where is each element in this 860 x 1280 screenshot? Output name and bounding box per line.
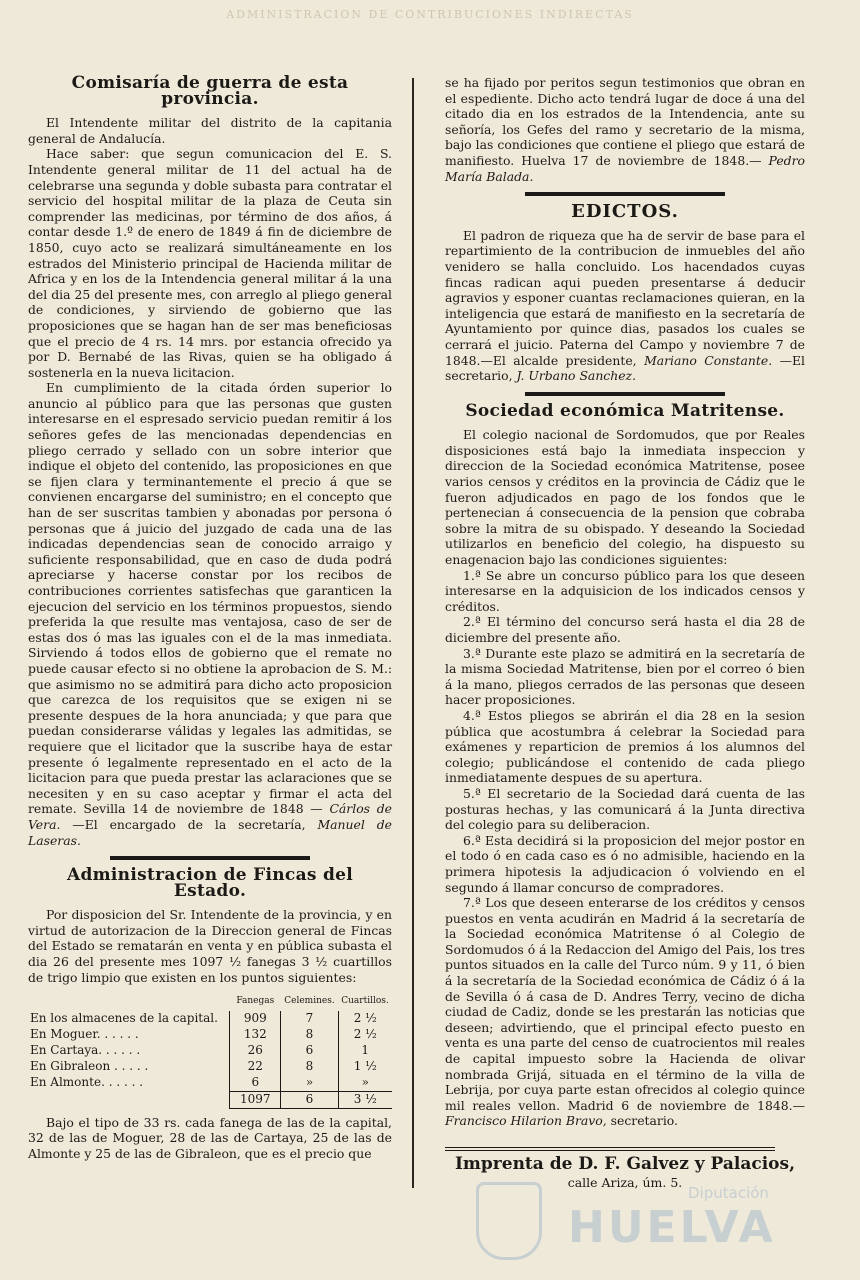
section-title-edictos: EDICTOS. [571, 201, 679, 223]
signature-role: —El encargado de la secretaría, [72, 816, 306, 832]
separator [110, 856, 310, 860]
table-cell: En los almacenes de la capital. [30, 1011, 218, 1026]
signature: J. Urbano Sanchez. [516, 368, 637, 384]
table-cell: » [338, 1075, 392, 1092]
table-cell: 6 [230, 1075, 281, 1092]
condition-item: 6.ª Esta decidirá si la proposicion del mejor postor en el todo ó en cada caso es ó no admisible, haciendo en la primera hipotesis la adjudicacion ó volviendo en el segundo á llamar concurso de compradores. [445, 832, 805, 895]
paragraph: Bajo el tipo de 33 rs. cada fanega de las de la capital, 32 de las de Moguer, 28 de las de Cartaya, 25 de las de Almonte y 25 de las de Gibraleon, que es el precio que [28, 1114, 392, 1162]
watermark-text: HUELVA [568, 1202, 776, 1253]
left-column [28, 70, 392, 1162]
section-title-sociedad: Sociedad económica Matritense. [465, 400, 785, 421]
imprint-rule [445, 1147, 775, 1151]
table-header: Fanegas [236, 996, 275, 1007]
section-title-fincas: Administracion de Fincas del Estado. [66, 865, 354, 901]
table-cell: 1097 [230, 1091, 281, 1108]
wheat-table [28, 993, 392, 1109]
table-cell: En Moguer. . . . . . [30, 1027, 139, 1042]
signature-role: secretario. [610, 1113, 678, 1129]
condition-item: 4.ª Estos pliegos se abrirán el dia 28 en la sesion pública que acostumbra á celebrar la Sociedad para exámenes y reparticion de premios á los alumnos del colegio; publicándose el contenido de cada pliego inmediatamente despues de su apertura. [445, 707, 805, 786]
table-cell: 7 [281, 1011, 338, 1027]
imprint [445, 1147, 805, 1190]
separator [525, 192, 725, 196]
condition-item: 1.ª Se abre un concurso público para los que deseen interesarse en la adquisicion de los indicados censos y créditos. [445, 567, 805, 614]
table-row [28, 1075, 392, 1092]
table-cell: 26 [230, 1043, 281, 1059]
table-cell: 2 ½ [338, 1027, 392, 1043]
separator [525, 392, 725, 396]
signature: Manuel de Laseras. [28, 816, 392, 848]
paragraph-text: En cumplimiento de la citada órden superior lo anuncio al público para que las personas que gusten interesarse en el espresado servicio puedan remitir á los señores gefes de las mencionadas dependencias en pliego cerrado y sellado con un sobre interior que indique el objeto del contenido, las proposiciones en que se fijen clara y terminantemente el precio á que se convienen encargarse del suministro; en el concepto que han de ser suscritas tambien y abonadas por persona ó personas que á juicio del juzgado de cada una de las indicadas dependencias sean de conocido arraigo y suficiente responsabilidad, que en caso de duda podrá apreciarse y hacerse constar por los recibos de contribuciones corrientes satisfechas que garanticen la ejecucion del servicio en los términos propuestos, siendo preferida la que resulte mas ventajosa, caso de ser de estas dos ó mas las iguales con el de la mas inmediata. Sirviendo á todos ellos de gobierno que el remate no puede causar efecto si no obtiene la aprobacion de S. M.: que asimismo no se admitirá para dicho acto proposicion que carezca de los requisitos que se exigen ni se presente despues de la hora anunciada; y que para que puedan considerarse válidas y legales las admitidas, se requiere que el licitador que la suscribe haya de estar presente ó legalmente representado en el acto de la licitacion para que pueda prestar las aclaraciones que se necesiten y en su caso aceptar y firmar el acta del remate. Sevilla 14 de noviembre de 1848 — [28, 380, 392, 817]
imprint-address: calle Ariza, úm. 5. [567, 1174, 683, 1190]
watermark-small-text: Diputación [688, 1184, 769, 1202]
paragraph [445, 75, 805, 184]
table-cell: 2 ½ [338, 1011, 392, 1027]
archive-watermark [468, 1180, 808, 1260]
table-cell: 22 [230, 1059, 281, 1075]
signature: Cárlos de Vera. [28, 801, 392, 832]
table-cell: 6 [281, 1091, 338, 1108]
paragraph-text: El padron de riqueza que ha de servir de base para el repartimiento de la contribucion de inmuebles del año venidero se halla concluido. Los hacendados cuyas fincas radican aqui pueden presentarse á deducir agravios y esponer cuantas reclamaciones quieran, en la inteligencia que estará de manifiesto en la secretaría de Ayuntamiento por quince dias, pasados los cuales se cerrará el juicio. Paterna del Campo y noviembre 7 de 1848.—El alcalde presidente, [445, 227, 805, 368]
table-header: Celemines. [284, 996, 335, 1007]
right-column [445, 75, 805, 1190]
column-divider [412, 78, 414, 1188]
shield-icon [476, 1182, 542, 1260]
paragraph: Por disposicion del Sr. Intendente de la provincia, y en virtud de autorizacion de la Direccion general de Fincas del Estado se rematarán en venta y en pública subasta el dia 26 del presente mes 1097 ½ fanegas 3 ½ cuartillos de trigo limpio que existen en los puntos siguientes: [28, 907, 392, 985]
signature: Pedro María Balada. [445, 152, 805, 184]
table-cell: 132 [230, 1027, 281, 1043]
table-row [28, 1059, 392, 1075]
signature: Mariano Constante. [644, 352, 773, 368]
table-cell: 8 [281, 1059, 338, 1075]
table-cell: 8 [281, 1027, 338, 1043]
condition-item [445, 895, 805, 1129]
table-cell: 1 ½ [338, 1059, 392, 1075]
table-cell: En Cartaya. . . . . . [30, 1043, 141, 1058]
paragraph: Hace saber: que segun comunicacion del E. S. Intendente general militar de 11 del actual ha de celebrarse una segunda y doble subasta para contratar el servicio del hospital militar de la plaza de Ceuta sin comprender las medicinas, por término de dos años, á contar desde 1.º de enero de 1849 á fin de diciembre de 1850, cuyo acto se realizará simultáneamente en los estrados del Ministerio principal de Hacienda militar de Africa y en los de la Intendencia general militar á la una del dia 25 del presente mes, con arreglo al pliego general de condiciones, y sirviendo de gobierno que las proposiciones que se hagan han de ser mas beneficiosas que el precio de 4 rs. 14 mrs. por estancia ofrecido ya por D. Bernabé de las Rivas, quien se ha obligado á sostenerla en la nueva licitacion. [28, 146, 392, 380]
signature: Francisco Hilarion Bravo, [445, 1113, 607, 1129]
paragraph: El Intendente militar del distrito de la capitania general de Andalucía. [28, 115, 392, 146]
table-row [28, 1011, 392, 1027]
table-row [28, 1043, 392, 1059]
table-cell: En Almonte. . . . . . [30, 1075, 144, 1090]
imprint-name: Imprenta de D. F. Galvez y Palacios, [454, 1154, 796, 1174]
table-cell: » [281, 1075, 338, 1092]
table-cell [28, 1091, 230, 1108]
table-row [28, 1027, 392, 1043]
section-title-comisaria: Comisaría de guerra de esta provincia. [71, 73, 349, 109]
paragraph-text: se ha fijado por peritos segun testimonios que obran en el espediente. Dicho acto tendrá lugar de doce á una del citado dia en los estrados de la Intendencia, ante su señoría, los Gefes del ramo y secretario de la misma, bajo las condiciones que contiene el pliego que estará de manifiesto. Huelva 17 de noviembre de 1848.— [445, 75, 805, 168]
paragraph [28, 380, 392, 848]
condition-item: 2.ª El término del concurso será hasta el dia 28 de diciembre del presente año. [445, 614, 805, 645]
table-total-row [28, 1091, 392, 1108]
paragraph: El colegio nacional de Sordomudos, que por Reales disposiciones está bajo la inmediata inspeccion y direccion de la Sociedad económica Matritense, posee varios censos y créditos en la provincia de Cádiz que le fueron adjudicados en pago de los fondos que le pertenecian á consecuencia de la pension que cobraba sobre la mitra de su obispado. Y deseando la Sociedad utilizarlos en beneficio del colegio, ha dispuesto su enagenacion bajo las condiciones siguientes: [445, 427, 805, 568]
signature-role: —El secretario, [445, 352, 805, 384]
condition-item: 5.ª El secretario de la Sociedad dará cuenta de las posturas hechas, y las comunicará á la Junta directiva del colegio para su deliberacion. [445, 785, 805, 833]
paragraph [445, 228, 805, 384]
table-cell: 909 [230, 1011, 281, 1027]
condition-item: 3.ª Durante este plazo se admitirá en la secretaría de la misma Sociedad Matritense, bien por el correo ó bien á la mano, pliegos cerrados de las personas que deseen hacer proposiciones. [445, 645, 805, 708]
table-cell: 1 [338, 1043, 392, 1059]
table-cell: 6 [281, 1043, 338, 1059]
table-header: Cuartillos. [341, 996, 389, 1007]
bleed-through-text: ADMINISTRACION DE CONTRIBUCIONES INDIRECTAS [226, 8, 634, 21]
paragraph-text: 7.ª Los que deseen enterarse de los créditos y censos puestos en venta acudirán en Madrid á la secretaría de la Sociedad económica Matritense ó al Colegio de Sordomudos ó á la Redaccion del Amigo del Pais, los tres puntos situados en la calle del Turco núm. 9 y 11, ó bien á la secretaría de la Sociedad económica de Cádiz ó á la de Sevilla ó á casa de D. Andres Terry, vecino de dicha ciudad de Cadiz, donde se les prestarán las noticias que deseen; advirtiendo, que el principal efecto puesto en venta es una parte del censo de cuatrocientos mil reales de capital impuesto sobre la Hacienda de olivar nombrada Grijá, situada en el término de la villa de Lebrija, por cuya parte estan ofrecidos al colegio quince mil reales vellon. Madrid 6 de noviembre de 1848.— [445, 895, 805, 1113]
table-header [28, 993, 230, 1011]
table-cell: 3 ½ [338, 1091, 392, 1108]
table-cell: En Gibraleon . . . . . [30, 1059, 149, 1074]
